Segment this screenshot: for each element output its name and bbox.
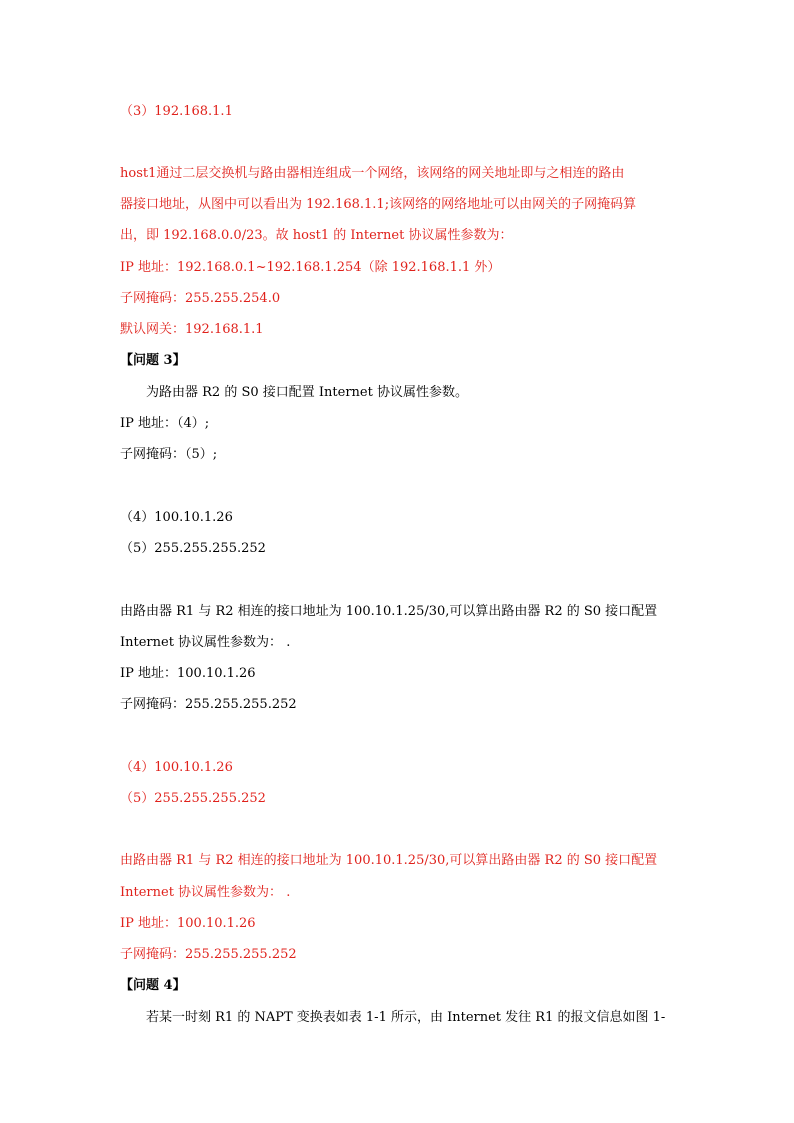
answer-4-line: （4）100.10.1.26 xyxy=(120,760,233,775)
explanation-line: 由路由器 R1 与 R2 相连的接口地址为 100.10.1.25/30,可以算出路由器 R2 的 S0 接口配置 xyxy=(120,853,658,868)
explanation-line: host1通过二层交换机与路由器相连组成一个网络，该网络的网关地址即与之相连的路由 xyxy=(120,166,625,181)
explanation-line: 器接口地址，从图中可以看出为 192.168.1.1;该网络的网络地址可以由网关的子网掩码算 xyxy=(120,197,637,212)
explanation-line: Internet 协议属性参数为： . xyxy=(120,885,291,900)
answer-5-line: （5）255.255.255.252 xyxy=(120,791,266,806)
explanation-line: Internet 协议属性参数为： . xyxy=(120,635,291,650)
question-4-heading: 【问题 4】 xyxy=(120,978,186,993)
answer-3-label: （3）192.168.1.1 xyxy=(120,104,233,119)
question-3-text: 为路由器 R2 的 S0 接口配置 Internet 协议属性参数。 xyxy=(146,385,468,400)
ip-address-line: IP 地址：100.10.1.26 xyxy=(120,666,256,681)
default-gateway-line: 默认网关：192.168.1.1 xyxy=(120,322,264,337)
answer-4-line: （4）100.10.1.26 xyxy=(120,510,233,525)
subnet-mask-line: 子网掩码：255.255.254.0 xyxy=(120,291,281,306)
ip-blank-line: IP 地址：（4）; xyxy=(120,416,210,431)
explanation-line: 出，即 192.168.0.0/23。故 host1 的 Internet 协议属性参数为： xyxy=(120,228,513,243)
answer-5-line: （5）255.255.255.252 xyxy=(120,541,266,556)
mask-blank-line: 子网掩码：（5）; xyxy=(120,447,218,462)
question-3-heading: 【问题 3】 xyxy=(120,353,186,368)
question-4-text: 若某一时刻 R1 的 NAPT 变换表如表 1-1 所示，由 Internet 发往 R1 的报文信息如图 1- xyxy=(146,1010,666,1025)
subnet-mask-line: 子网掩码：255.255.255.252 xyxy=(120,947,297,962)
ip-address-line: IP 地址：100.10.1.26 xyxy=(120,916,256,931)
subnet-mask-line: 子网掩码：255.255.255.252 xyxy=(120,697,297,712)
explanation-line: 由路由器 R1 与 R2 相连的接口地址为 100.10.1.25/30,可以算出路由器 R2 的 S0 接口配置 xyxy=(120,604,658,619)
ip-range-line: IP 地址：192.168.0.1~192.168.1.254（除 192.168.1.1 外） xyxy=(120,260,501,275)
